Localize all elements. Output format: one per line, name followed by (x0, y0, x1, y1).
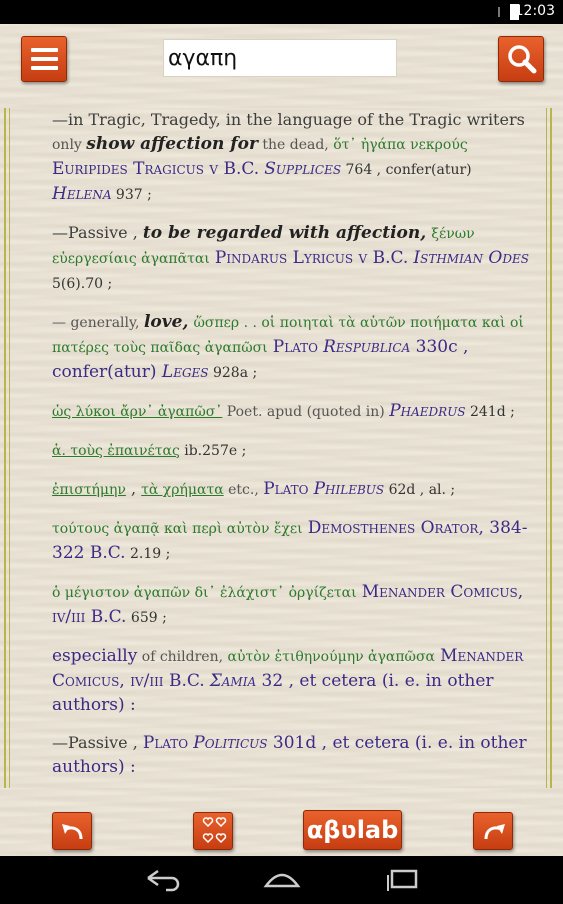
gloss-text: of children, (137, 649, 228, 665)
entry-paragraph (52, 516, 532, 566)
reference: 928a ; (208, 365, 258, 381)
menu-icon (31, 48, 58, 52)
recents-nav-icon[interactable] (388, 871, 416, 891)
reference: 330c , confer(atur) (52, 337, 469, 382)
entry-paragraph (52, 438, 532, 463)
author-link[interactable]: Plato (263, 479, 309, 499)
greek-quote: ἐπιστήμην (52, 482, 126, 498)
definition: love, (143, 312, 189, 332)
work-title: Supplices (264, 159, 342, 179)
work-title: Respublica (323, 337, 411, 357)
author-link[interactable]: Euripides Tragicus v B.C. (52, 159, 260, 179)
work-title: Helena (52, 184, 112, 204)
greek-quote: ξένων εὐεργεσίαις ἀγαπᾶται (52, 226, 475, 267)
search-button[interactable] (498, 36, 544, 82)
greek-quote: αὐτὸν ἐτιθηνούμην ἀγαπῶσα (227, 649, 435, 665)
favorites-button[interactable] (193, 812, 233, 850)
hearts-icon (194, 813, 234, 851)
reference: 241d ; (465, 404, 515, 420)
greek-quote: ὅτ᾽ ἠγάπα νεκρούς (333, 137, 468, 153)
reference: 659 ; (126, 610, 167, 626)
back-button[interactable] (52, 812, 92, 850)
app-logo-button[interactable]: αβטlab (303, 810, 402, 850)
author-link[interactable]: Menander Comicus, iv/iii B.C. (52, 646, 524, 691)
entry-paragraph (52, 644, 532, 717)
author-link[interactable]: Menander Comicus, iv/iii B.C. (52, 582, 524, 627)
greek-quote: ὁ μέγιστον ἀγαπῶν δι᾽ ἐλάχιστ᾽ ὀργίζεται (52, 585, 357, 601)
dictionary-entry (52, 108, 532, 788)
entry-paragraph (52, 310, 532, 385)
forward-button[interactable] (473, 812, 513, 850)
reference: 5(6).70 ; (52, 276, 113, 292)
gloss-text: —Passive , (52, 733, 143, 752)
work-title: Philebus (313, 479, 385, 499)
work-title: Politicus (193, 733, 268, 753)
reference: 301d , et cetera (i. e. in other authors) : (52, 733, 527, 777)
greek-quote: ἁ. τοὺς ἐπαινέτας (52, 443, 180, 459)
work-title: Σαμια (209, 671, 257, 691)
undo-arrow-icon (53, 813, 93, 851)
redo-arrow-icon (474, 813, 514, 851)
gloss-text: etc., (223, 482, 264, 498)
search-input[interactable] (163, 39, 397, 77)
menu-button[interactable] (21, 36, 67, 82)
entry-paragraph (52, 399, 532, 424)
work-title: Isthmian Odes (413, 248, 529, 268)
entry-paragraph: ἐπιστήμην , τὰ χρήματα etc., Plato Philebus 62d , al. ; (52, 479, 456, 499)
menu-icon-bar (31, 66, 58, 70)
clock: 12:03 (514, 3, 555, 19)
gloss-text: the dead, (257, 137, 334, 153)
greek-quote: τούτους ἀγαπᾷ καὶ περὶ αὑτὸν ἔχει (52, 521, 303, 537)
gloss-text: Poet. apud (quoted in) (222, 404, 390, 420)
author-link[interactable]: Plato (142, 733, 189, 753)
search-icon (499, 37, 545, 83)
entry-paragraph (52, 108, 532, 207)
reference: ib.257e ; (179, 443, 247, 459)
entry-paragraph (52, 731, 532, 779)
bottom-toolbar (0, 788, 563, 856)
author-link[interactable]: Pindarus Lyricus v B.C. (214, 248, 409, 268)
gloss-text: —Passive , (52, 223, 143, 242)
reference: 32 , et cetera (i. e. in other authors) : (52, 671, 494, 715)
gloss-text: — generally, (52, 315, 144, 331)
signal-icon (495, 5, 503, 19)
gloss-text: only (52, 137, 87, 153)
top-toolbar (0, 24, 563, 108)
greek-quote: ὡς λύκοι ἄρν᾽ ἀγαπῶσ᾽ (52, 404, 223, 420)
system-nav-bar (0, 856, 563, 900)
work-title: Leges (161, 362, 209, 382)
menu-icon-bar (31, 57, 58, 61)
author-link[interactable]: Plato (272, 337, 319, 357)
entry-paragraph (52, 580, 532, 630)
definition: to be regarded with affection, (142, 223, 427, 243)
reference: 62d , al. ; (384, 482, 456, 498)
reference: 2.19 ; (125, 546, 171, 562)
reference: 764 , confer(atur) (341, 162, 472, 178)
definition: show affection for (86, 134, 258, 154)
gloss-text: —in Tragic, Tragedy, in the language of the Tragic writers (52, 110, 525, 129)
work-title: Phaedrus (389, 401, 466, 421)
reference: 937 ; (111, 187, 152, 203)
entry-content[interactable] (0, 108, 563, 788)
gloss-text: especially (52, 646, 138, 666)
author-link[interactable]: Demosthenes Orator, 384-322 B.C. (52, 518, 528, 563)
entry-paragraph (52, 221, 532, 296)
greek-quote: τὰ χρήματα (141, 482, 224, 498)
status-bar (0, 0, 563, 24)
greek-quote: ὥσπερ . . οἱ ποιηταὶ τὰ αὑτῶν ποιήματα καὶ οἱ πατέρες τοὺς παῖδας ἀγαπῶσι (52, 315, 524, 356)
back-nav-icon[interactable] (148, 871, 178, 890)
home-nav-icon[interactable] (266, 875, 298, 886)
